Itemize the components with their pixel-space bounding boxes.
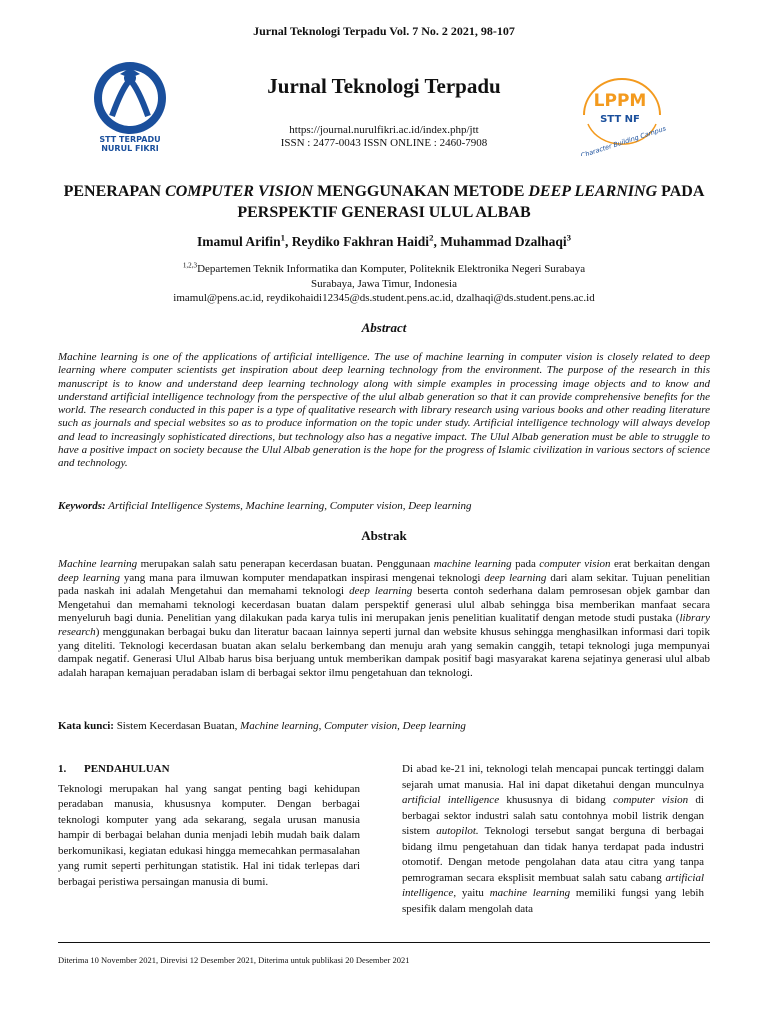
logo-right-sub: STT NF	[600, 114, 640, 125]
running-header: Jurnal Teknologi Terpadu Vol. 7 No. 2 2021, 98-107	[253, 24, 515, 38]
kata-kunci: Kata kunci: Sistem Kecerdasan Buatan, Machine learning, Computer vision, Deep learning	[58, 720, 466, 732]
paper-title: PENERAPAN COMPUTER VISION MENGGUNAKAN METODE DEEP LEARNING PADA PERSPEKTIF GENERASI ULUL ALBAB	[63, 183, 705, 221]
abstract-text: Machine learning is one of the applications of artificial intelligence. The use of machine learning in computer vision is closely related to deep learning where computer scientists get inspiration about deep learning technology from the environment. The purpose of the research in this manuscript is to know and understand deep learning technology along with simple examples in processing image objects and to know and understand artificial intelligence technology from the perspective of the ulul albab generation so that it can provide comprehensive benefits for the world. The research conducted in this paper is a type of qualitative research with library research using various books and other reading literature such as journals and special websites so as to produce information on the topic under study. Artificial intelligence technology will always develop and lead to increasingly sophisticated directions, but technology also has a negative impact. The Ulul Albab generation must be able to struggle to have a positive impact on society because the Ulul Albab generation is the hope for the progress of Islamic civilization in various sectors of science and technology.	[58, 351, 710, 470]
journal-title: Jurnal Teknologi Terpadu	[267, 74, 501, 98]
intro-paragraph-1: Teknologi merupakan hal yang sangat penting bagi kehidupan peradaban manusia, khususnya komputer. Dengan berbagai teknologi komputer yang ada sekarang, segala urusan manusia hampir di berbagai belahan dunia menjadi lebih mudah baik dalam berkomunikasi, kegiatan edukasi hingga memecahkan permasalahan yang rumit seperti perhitungan statistik. Hal ini tidak terlepas dari berbagai peristiwa persaingan manusia di bumi.	[58, 782, 360, 888]
affiliations: $^{1,2,3}$Departemen Teknik Informatika dan Komputer, Politeknik Elektronika Negeri Surabaya Surabaya, Jawa Timur, Indonesia imamul@pens.ac.id, reydikohaidi12345@ds.student.pens.ac.id, dzalhaqi@ds.student.pens.ac.id	[0, 262, 768, 306]
journal-url[interactable]: https://journal.nurulfikri.ac.id/index.php/jtt	[289, 124, 479, 136]
author-emails: imamul@pens.ac.id, reydikohaidi12345@ds.student.pens.ac.id, dzalhaqi@ds.student.pens.ac.id	[173, 292, 595, 304]
section-heading: 1. PENDAHULUAN	[58, 763, 170, 775]
body-column-right	[402, 762, 704, 917]
logo-left-line2: NURUL FIKRI	[101, 144, 159, 153]
abstract-heading: Abstract	[361, 320, 407, 335]
intro-paragraph-2: Di abad ke-21 ini, teknologi telah mencapai puncak tertinggi dalam sejarah umat manusia. Hal ini dapat diketahui dengan munculnya artificial intelligence khususnya di bidang computer vision di berbagai sektor industri salah satu contohnya mobil listrik dengan sistem autopilot. Teknologi tersebut sangat berguna di berbagai bidang ilmu pengetahuan dan tidak hanya terdapat pada industri otomotif. Dengan metode pengolahan data atau citra yang tanpa pemrograman secara eksplisit membuat salah satu cabang artificial intelligence, yaitu machine learning memiliki fungsi yang lebih spesifik dalam mengolah data	[402, 763, 704, 915]
footer-divider	[58, 942, 710, 943]
author-list: Imamul Arifin$^1$, Reydiko Fakhran Haidi$^2$, Muhammad Dzalhaqi$^3$	[197, 232, 571, 249]
keywords: Keywords: Artificial Intelligence Systems, Machine learning, Computer vision, Deep learning	[58, 500, 472, 512]
logo-right-text: LPPM	[593, 91, 647, 111]
logo-right-tagline: Character Building Campus	[579, 124, 667, 156]
journal-issn: ISSN : 2477-0043 ISSN ONLINE : 2460-7908	[280, 137, 488, 149]
abstrak-text: Machine learning merupakan salah satu penerapan kecerdasan buatan. Penggunaan machine learning pada computer vision erat berkaitan dengan deep learning yang mana para ilmuwan komputer mendapatkan inspirasi mengenai teknologi deep learning dari alam sekitar. Tujuan penelitian pada naskah ini adalah Mengetahui dan memahami teknologi deep learning beserta contoh sederhana dalam pemrosesan objek gambar dan Mengetahui dan memahami teknologi kecerdasan buatan dalam perspektif generasi ulul albab sehingga bisa memberikan manfaat secara menyeluruh bagi dunia. Penelitian yang dilakukan pada karya tulis ini merupakan jenis penelitian kualitatif dengan metode studi pustaka (library research) menggunakan berbagai buku dan literatur bacaan lainnya seperti jurnal dan website khusus sehingga menghasilkan informasi dari topik yang diteliti. Teknologi kecerdasan buatan akan selalu berkembang dan menuju arah yang semakin canggih, tetapi teknologi juga mempunyai dampak negatif. Generasi Ulul Albab harus bisa berjuang untuk memberikan dampak positif bagi masyarakat karena sejatinya generasi ulul albab adalah harapan kemajuan peradaban islam di berbagai sektor ilmu pengetahuan dan teknologi.	[58, 558, 710, 679]
lppm-logo	[574, 74, 670, 156]
received-dates: Diterima 10 November 2021, Direvisi 12 Desember 2021, Diterima untuk publikasi 20 Desember 2021	[58, 955, 410, 965]
abstrak-heading: Abstrak	[361, 528, 407, 543]
logo-left-line1: STT TERPADU	[99, 135, 161, 144]
body-column-left	[58, 762, 360, 890]
